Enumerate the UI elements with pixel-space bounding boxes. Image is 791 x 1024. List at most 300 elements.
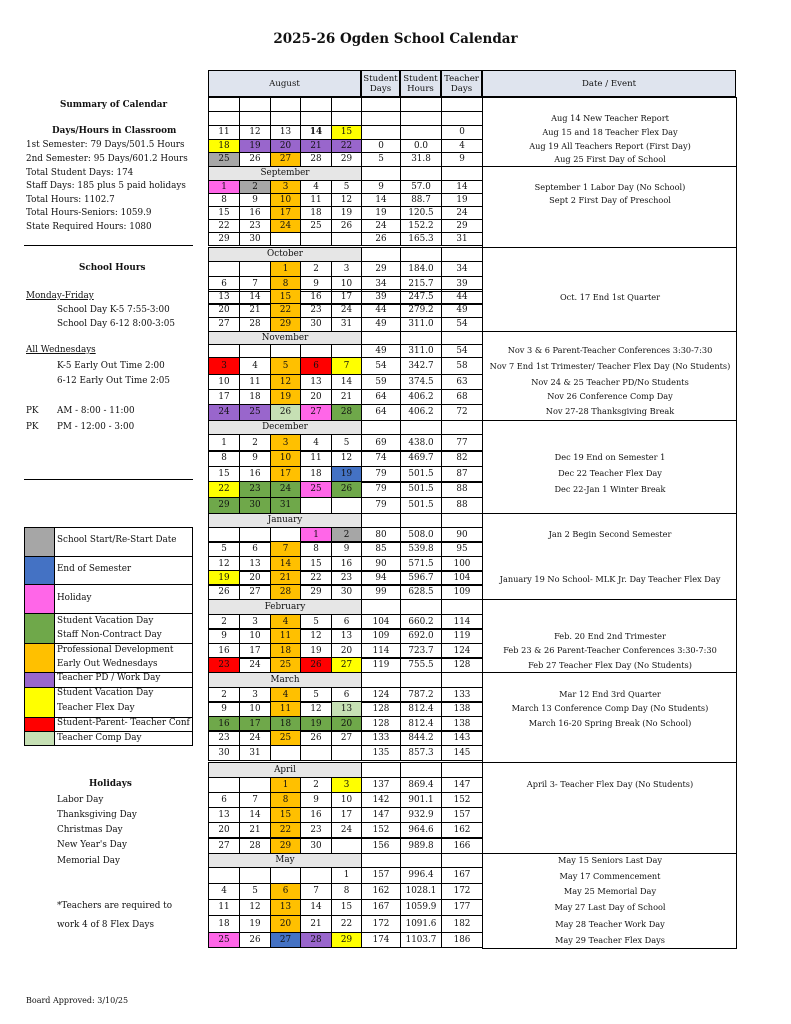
event-text: Aug 15 and 18 Teacher Flex Day: [542, 127, 678, 137]
day-cell: [300, 232, 332, 246]
student-hours-cell: 692.0: [400, 628, 442, 644]
day-cell: 27: [208, 838, 240, 854]
day-cell: [300, 745, 332, 761]
k5-early-out: K-5 Early Out Time 2:00: [57, 361, 165, 371]
day-cell: 6: [270, 883, 301, 900]
student-days-cell: 59: [361, 374, 401, 390]
empty-cell: [331, 111, 362, 126]
day-cell: 1: [270, 777, 301, 793]
day-cell: 1: [208, 180, 240, 194]
month-header: December: [208, 420, 362, 435]
student-days-cell: 99: [361, 584, 401, 600]
student-days-cell: 174: [361, 932, 401, 948]
teacher-days-cell: 87: [441, 466, 483, 483]
day-cell: 22: [331, 915, 362, 933]
event-text: Nov 7 End 1st Trimester/ Teacher Flex Day (No Students): [489, 361, 731, 371]
day-cell: [300, 867, 332, 884]
teacher-days-cell: 124: [441, 643, 483, 659]
month-header: September: [208, 166, 362, 181]
student-hours-header: Student Hours: [400, 70, 441, 97]
day-cell: 24: [270, 219, 301, 233]
day-cell: 16: [239, 206, 271, 220]
empty-cell: [400, 420, 442, 435]
day-cell: 18: [208, 139, 240, 153]
teacher-days-cell: 90: [441, 527, 483, 543]
day-cell: [208, 777, 240, 793]
day-cell: 2: [300, 261, 332, 277]
student-hours-cell: 247.5: [400, 289, 442, 305]
student-hours-cell: 57.0: [400, 180, 442, 194]
day-cell: 18: [300, 206, 332, 220]
day-cell: 5: [300, 614, 332, 630]
day-cell: 26: [239, 152, 271, 167]
day-cell: 2: [300, 777, 332, 793]
day-cell: 22: [208, 481, 240, 498]
student-days-cell: [361, 97, 401, 112]
student-days-cell: 5: [361, 152, 401, 167]
student-hours-cell: 215.7: [400, 276, 442, 292]
day-cell: 14: [270, 556, 301, 572]
day-cell: [331, 97, 362, 112]
day-cell: 13: [270, 125, 301, 140]
holiday-item: Thanksgiving Day: [57, 810, 137, 820]
empty-cell: [361, 513, 401, 528]
student-days-cell: 24: [361, 219, 401, 233]
student-hours-cell: 857.3: [400, 745, 442, 761]
event-block: [482, 762, 737, 854]
day-cell: 30: [239, 232, 271, 246]
empty-cell: [208, 111, 240, 126]
student-days-cell: 79: [361, 481, 401, 498]
day-cell: 15: [331, 899, 362, 916]
student-hours-cell: 755.5: [400, 657, 442, 673]
day-cell: 16: [208, 643, 240, 659]
day-cell: 29: [331, 152, 362, 167]
day-cell: 26: [208, 584, 240, 600]
empty-cell: [361, 672, 401, 688]
student-hours-cell: 0.0: [400, 139, 442, 153]
event-text: Dec 22 Teacher Flex Day: [558, 468, 662, 478]
day-cell: 29: [208, 497, 240, 514]
student-hours-cell: 869.4: [400, 777, 442, 793]
student-hours-cell: 1059.9: [400, 899, 442, 916]
day-cell: 15: [270, 807, 301, 823]
day-cell: 8: [300, 541, 332, 557]
day-cell: [208, 261, 240, 277]
teacher-days-cell: 34: [441, 261, 483, 277]
empty-cell: [400, 513, 442, 528]
day-cell: 10: [239, 628, 271, 644]
student-days-cell: 157: [361, 867, 401, 884]
empty-cell: [441, 420, 483, 435]
event-text: March 16-20 Spring Break (No School): [528, 718, 692, 728]
day-cell: 21: [270, 570, 301, 586]
student-days-cell: 49: [361, 344, 401, 358]
day-cell: 9: [300, 276, 332, 292]
day-cell: [239, 261, 271, 277]
legend-label: Student Vacation Day: [57, 616, 154, 626]
day-cell: 26: [331, 219, 362, 233]
day-cell: 24: [239, 730, 271, 746]
teacher-days-cell: 145: [441, 745, 483, 761]
teacher-days-header: Teacher Days: [441, 70, 482, 97]
g612-early-out: 6-12 Early Out Time 2:05: [57, 376, 170, 386]
day-cell: 3: [270, 434, 301, 452]
student-hours-cell: 723.7: [400, 643, 442, 659]
day-cell: [331, 232, 362, 246]
teacher-days-cell: 54: [441, 317, 483, 332]
day-cell: 7: [239, 792, 271, 808]
flex-day-note: work 4 of 8 Flex Days: [57, 920, 154, 930]
student-hours-cell: 501.5: [400, 481, 442, 498]
student-days-cell: 152: [361, 822, 401, 838]
student-days-cell: 142: [361, 792, 401, 808]
day-cell: 23: [300, 822, 332, 838]
day-cell: 29: [331, 932, 362, 948]
student-hours-cell: [400, 97, 442, 112]
day-cell: 26: [300, 657, 332, 673]
day-cell: [270, 867, 301, 884]
day-cell: 9: [208, 701, 240, 717]
legend-label: Student-Parent- Teacher Conf: [57, 718, 190, 728]
student-days-cell: 104: [361, 614, 401, 630]
empty-cell: [400, 672, 442, 688]
teacher-days-cell: 31: [441, 232, 483, 246]
day-cell: 3: [331, 777, 362, 793]
summary-line: Total Hours: 1102.7: [26, 195, 115, 205]
pk-am-label: PK: [26, 406, 39, 416]
day-cell: 24: [270, 481, 301, 498]
day-cell: 14: [300, 899, 332, 916]
teacher-days-cell: 177: [441, 899, 483, 916]
day-cell: 10: [270, 450, 301, 467]
day-cell: 22: [270, 303, 301, 318]
teacher-days-cell: 63: [441, 374, 483, 390]
day-cell: 24: [331, 822, 362, 838]
day-cell: 23: [208, 657, 240, 673]
event-text: May 17 Commencement: [559, 871, 661, 881]
student-hours-cell: 152.2: [400, 219, 442, 233]
day-cell: 8: [208, 450, 240, 467]
day-cell: 21: [239, 822, 271, 838]
day-cell: 28: [300, 932, 332, 948]
day-cell: 11: [208, 899, 240, 916]
day-cell: 17: [239, 716, 271, 732]
student-hours-cell: 438.0: [400, 434, 442, 452]
day-cell: 6: [331, 614, 362, 630]
day-cell: 19: [270, 389, 301, 405]
student-hours-cell: 311.0: [400, 317, 442, 332]
day-cell: 4: [270, 687, 301, 703]
day-cell: 15: [208, 206, 240, 220]
student-days-cell: 14: [361, 193, 401, 207]
day-cell: 21: [300, 915, 332, 933]
day-cell: 2: [239, 180, 271, 194]
day-cell: 29: [270, 838, 301, 854]
event-text: Mar 12 End 3rd Quarter: [559, 689, 661, 699]
summary-line: Total Hours-Seniors: 1059.9: [26, 208, 152, 218]
student-hours-cell: 311.0: [400, 344, 442, 358]
student-hours-cell: 901.1: [400, 792, 442, 808]
day-cell: [300, 344, 332, 358]
legend-label: Student Vacation Day: [57, 688, 154, 698]
day-cell: 8: [331, 883, 362, 900]
empty-cell: [400, 762, 442, 778]
month-header: March: [208, 672, 362, 688]
event-text: Feb 23 & 26 Parent-Teacher Conferences 3:30-7:30: [503, 645, 717, 655]
day-cell: 6: [208, 792, 240, 808]
teacher-days-cell: 82: [441, 450, 483, 467]
month-header: February: [208, 599, 362, 615]
student-hours-cell: 660.2: [400, 614, 442, 630]
teacher-days-cell: [441, 97, 483, 112]
teacher-days-cell: 166: [441, 838, 483, 854]
empty-cell: [441, 111, 483, 126]
day-cell: 25: [208, 152, 240, 167]
teacher-days-cell: 128: [441, 657, 483, 673]
teacher-days-cell: 95: [441, 541, 483, 557]
day-cell: 23: [300, 303, 332, 318]
day-cell: 20: [300, 389, 332, 405]
teacher-days-cell: 182: [441, 915, 483, 933]
event-text: May 29 Teacher Flex Days: [555, 935, 665, 945]
day-cell: 29: [270, 317, 301, 332]
day-cell: 28: [331, 404, 362, 421]
day-cell: 11: [300, 450, 332, 467]
day-cell: 14: [300, 125, 332, 140]
day-cell: 24: [239, 657, 271, 673]
teacher-days-cell: 119: [441, 628, 483, 644]
teacher-days-cell: 0: [441, 125, 483, 140]
teacher-days-cell: 44: [441, 289, 483, 305]
day-cell: 17: [270, 466, 301, 483]
day-cell: 25: [270, 730, 301, 746]
day-cell: 23: [331, 570, 362, 586]
day-cell: 13: [208, 807, 240, 823]
teacher-days-cell: 39: [441, 276, 483, 292]
teacher-days-cell: 24: [441, 206, 483, 220]
day-cell: 18: [239, 389, 271, 405]
student-days-cell: 94: [361, 570, 401, 586]
flex-day-note: *Teachers are required to: [57, 901, 172, 911]
teacher-days-cell: 54: [441, 344, 483, 358]
day-cell: 23: [239, 219, 271, 233]
day-cell: [239, 867, 271, 884]
day-cell: 24: [208, 404, 240, 421]
holiday-item: New Year's Day: [57, 840, 127, 850]
day-cell: [239, 777, 271, 793]
student-days-cell: 64: [361, 404, 401, 421]
day-cell: 31: [239, 745, 271, 761]
holiday-item: Christmas Day: [57, 825, 123, 835]
day-cell: 20: [270, 915, 301, 933]
day-cell: 11: [270, 701, 301, 717]
day-cell: 21: [300, 139, 332, 153]
summary-heading: Summary of Calendar: [60, 100, 168, 110]
day-cell: 21: [239, 303, 271, 318]
legend-label: End of Semester: [57, 564, 132, 574]
empty-cell: [441, 513, 483, 528]
pk-pm-hours: PM - 12:00 - 3:00: [57, 422, 135, 432]
summary-line: 1st Semester: 79 Days/501.5 Hours: [26, 140, 185, 150]
month-header: October: [208, 247, 362, 262]
empty-cell: [361, 762, 401, 778]
student-hours-cell: 406.2: [400, 389, 442, 405]
day-cell: 19: [239, 139, 271, 153]
student-days-cell: 80: [361, 527, 401, 543]
day-cell: 19: [331, 206, 362, 220]
student-hours-cell: 996.4: [400, 867, 442, 884]
empty-cell: [400, 166, 442, 181]
day-cell: [270, 97, 301, 112]
empty-cell: [441, 853, 483, 868]
empty-cell: [441, 599, 483, 615]
empty-cell: [400, 331, 442, 345]
day-cell: 7: [331, 357, 362, 375]
day-cell: 27: [208, 317, 240, 332]
student-days-cell: 128: [361, 701, 401, 717]
student-hours-cell: 184.0: [400, 261, 442, 277]
day-cell: 4: [300, 180, 332, 194]
student-hours-cell: 501.5: [400, 466, 442, 483]
day-cell: [300, 97, 332, 112]
holiday-item: Memorial Day: [57, 856, 120, 866]
event-text: Feb. 20 End 2nd Trimester: [554, 631, 666, 641]
day-cell: 17: [239, 643, 271, 659]
student-days-header: Student Days: [361, 70, 400, 97]
student-days-cell: [361, 125, 401, 140]
student-hours-cell: 406.2: [400, 404, 442, 421]
day-cell: 11: [239, 374, 271, 390]
teacher-days-cell: 138: [441, 701, 483, 717]
student-days-cell: 167: [361, 899, 401, 916]
day-cell: 19: [331, 466, 362, 483]
student-hours-cell: 374.5: [400, 374, 442, 390]
event-text: Aug 14 New Teacher Report: [551, 113, 669, 123]
teacher-days-cell: 162: [441, 822, 483, 838]
legend-label: Holiday: [57, 593, 92, 603]
event-text: Jan 2 Begin Second Semester: [548, 529, 672, 539]
day-cell: 14: [331, 374, 362, 390]
teacher-days-cell: 4: [441, 139, 483, 153]
empty-cell: [361, 420, 401, 435]
student-days-cell: 79: [361, 466, 401, 483]
day-cell: 29: [208, 232, 240, 246]
teacher-days-cell: 9: [441, 152, 483, 167]
day-cell: 25: [270, 657, 301, 673]
day-cell: 18: [300, 466, 332, 483]
day-cell: 25: [300, 481, 332, 498]
student-days-cell: 9: [361, 180, 401, 194]
student-hours-cell: 844.2: [400, 730, 442, 746]
day-cell: 12: [208, 556, 240, 572]
teacher-days-cell: 58: [441, 357, 483, 375]
event-block: [482, 166, 737, 248]
student-days-cell: 0: [361, 139, 401, 153]
day-cell: 26: [331, 481, 362, 498]
day-cell: [239, 344, 271, 358]
event-text: Aug 25 First Day of School: [554, 154, 666, 164]
legend-label: Teacher PD / Work Day: [57, 673, 161, 683]
empty-cell: [361, 853, 401, 868]
teacher-days-cell: 147: [441, 777, 483, 793]
teacher-days-cell: 143: [441, 730, 483, 746]
student-hours-cell: 812.4: [400, 716, 442, 732]
day-cell: 13: [331, 628, 362, 644]
holidays-heading: Holidays: [89, 779, 132, 789]
student-hours-cell: 596.7: [400, 570, 442, 586]
student-hours-cell: 932.9: [400, 807, 442, 823]
day-cell: 5: [331, 180, 362, 194]
day-cell: 9: [239, 450, 271, 467]
teacher-days-cell: 49: [441, 303, 483, 318]
day-cell: 6: [208, 276, 240, 292]
empty-cell: [361, 247, 401, 262]
event-text: Dec 19 End on Semester 1: [554, 452, 666, 462]
day-cell: 28: [270, 584, 301, 600]
day-cell: 9: [331, 541, 362, 557]
month-column-header: August: [208, 70, 361, 97]
day-cell: 23: [239, 481, 271, 498]
student-days-cell: 64: [361, 389, 401, 405]
day-cell: 15: [208, 466, 240, 483]
k5-school-day: School Day K-5 7:55-3:00: [57, 305, 170, 315]
day-cell: 2: [208, 614, 240, 630]
event-text: May 28 Teacher Work Day: [555, 919, 665, 929]
day-cell: 22: [331, 139, 362, 153]
event-text: Sept 2 First Day of Preschool: [549, 195, 671, 205]
student-hours-cell: 165.3: [400, 232, 442, 246]
summary-line: Total Student Days: 174: [26, 168, 134, 178]
day-cell: [270, 344, 301, 358]
student-days-cell: 109: [361, 628, 401, 644]
teacher-days-cell: 114: [441, 614, 483, 630]
day-cell: 20: [208, 822, 240, 838]
pk-pm-label: PK: [26, 422, 39, 432]
empty-cell: [300, 111, 332, 126]
summary-line: Staff Days: 185 plus 5 paid holidays: [26, 181, 186, 191]
day-cell: 22: [300, 570, 332, 586]
month-header: April: [208, 762, 362, 778]
day-cell: 13: [208, 289, 240, 305]
day-cell: 3: [208, 357, 240, 375]
empty-cell: [400, 853, 442, 868]
day-cell: 26: [239, 932, 271, 948]
student-days-cell: 85: [361, 541, 401, 557]
day-cell: 23: [208, 730, 240, 746]
day-cell: 26: [300, 730, 332, 746]
day-cell: 22: [270, 822, 301, 838]
teacher-days-cell: 133: [441, 687, 483, 703]
student-days-cell: 39: [361, 289, 401, 305]
day-cell: 19: [208, 570, 240, 586]
day-cell: 9: [208, 628, 240, 644]
student-hours-cell: 120.5: [400, 206, 442, 220]
teacher-days-cell: 167: [441, 867, 483, 884]
day-cell: 6: [239, 541, 271, 557]
day-cell: 20: [270, 139, 301, 153]
day-cell: 7: [239, 276, 271, 292]
day-cell: 3: [239, 687, 271, 703]
student-days-cell: 162: [361, 883, 401, 900]
wednesdays-label: All Wednesdays: [26, 345, 96, 355]
day-cell: 27: [300, 404, 332, 421]
teacher-days-cell: 157: [441, 807, 483, 823]
day-cell: 2: [208, 687, 240, 703]
event-text: Aug 19 All Teachers Report (First Day): [529, 141, 691, 151]
student-days-cell: 133: [361, 730, 401, 746]
holiday-item: Labor Day: [57, 795, 104, 805]
